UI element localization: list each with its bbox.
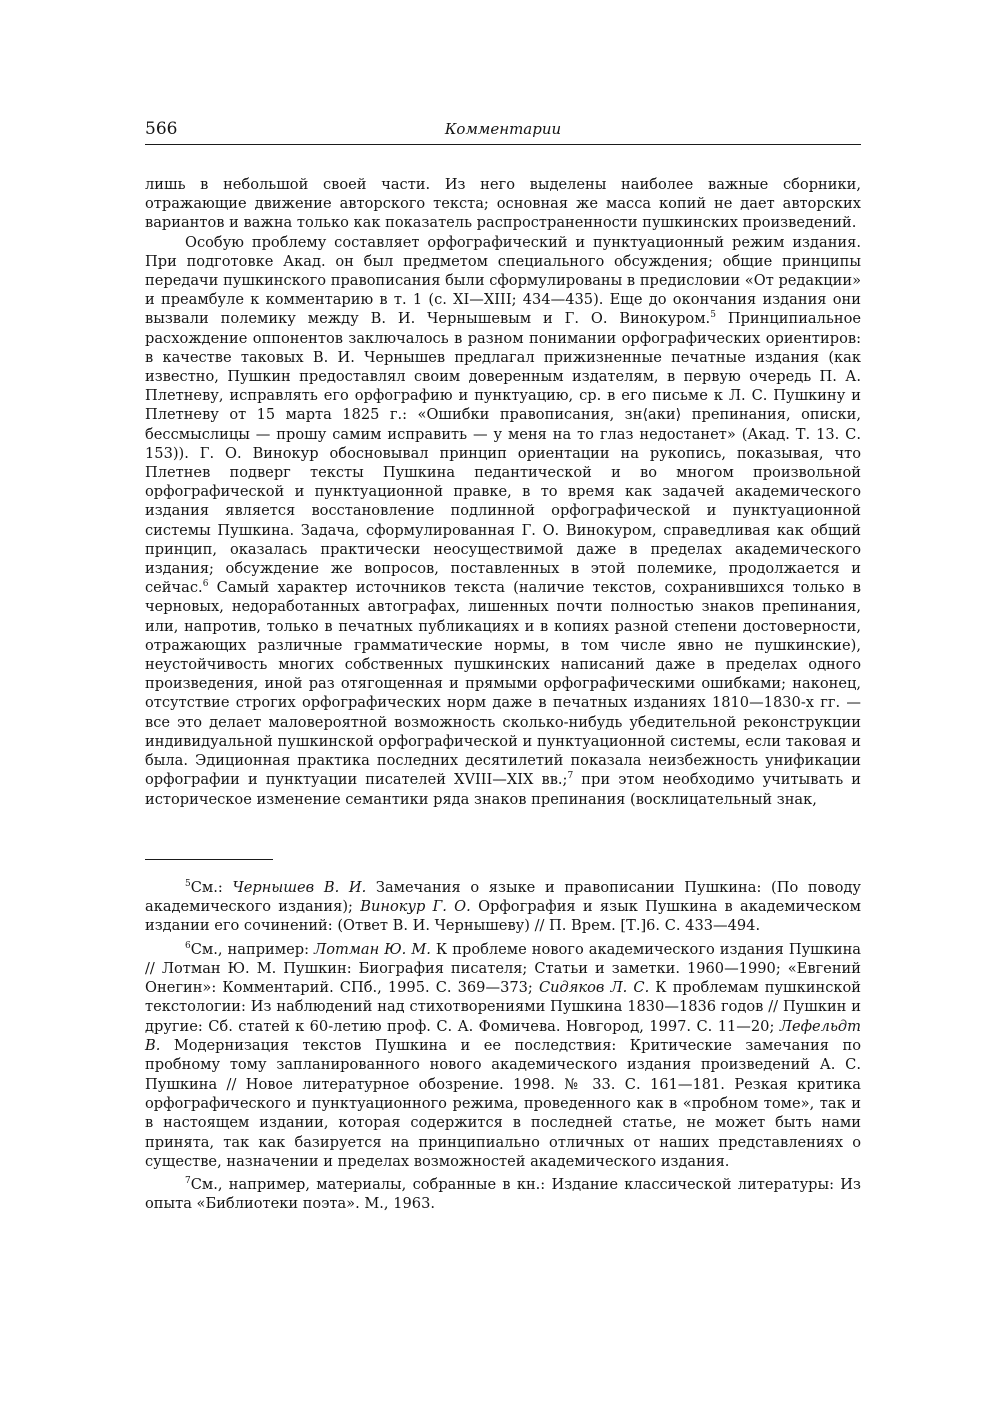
footnote-divider bbox=[145, 859, 273, 860]
page-number: 566 bbox=[145, 119, 178, 139]
footnote-author: Лефельдт В. bbox=[145, 1017, 861, 1055]
footnote-text: К проблемам пушкинской текстологии: Из наблюдений над стихотворениями Пушкина 1830—1836 годов // Пушкин и другие: Сб. статей к 60-летию проф. С. А. Фомичева. Новгород, 1997. С. 11—20; bbox=[145, 979, 861, 1035]
footnote-author: Чернышев В. И. bbox=[232, 878, 367, 896]
footnote-ref-5[interactable]: 5 bbox=[710, 310, 716, 321]
footnote-ref-6[interactable]: 6 bbox=[202, 579, 209, 590]
footnote-text: Замечания о языке и правописании Пушкина: (По поводу академического издания); bbox=[145, 878, 861, 915]
footnote-6 bbox=[145, 940, 861, 1172]
paragraph-text-part: Самый характер источников текста (наличие текстов, сохранившихся только в черновых, недоработанных автографах, лишенных почти полностью знаков препинания, или, напротив, только в печатных публикациях и в копиях разной степени достоверности, отражающих различные грамматические нормы, в том числе явно не пушкинские), неустойчивость многих собственных пушкинских написаний даже в пределах одного произведения, иной раз отягощенная и прямыми орфографическими ошибками; наконец, отсутствие строгих орфографических норм даже в печатных изданиях 1810—1830-х гг. — все это делает маловероятной возможность сколько-нибудь убедительной реконструкции индивидуальной пушкинской орфографической и пунктуационной системы, если таковая и была. Эдиционная практика последних десятилетий показала неизбежность унификации орфографии и пунктуации писателей XVIII—XIX вв.; bbox=[145, 579, 861, 789]
paragraph-text-part: Принципиальное расхождение оппонентов заключалось в разном понимании орфографических ориентиров: в качестве таковых В. И. Чернышев предлагал прижизненные печатные издания (как известно, Пушкин предоставлял своим доверенным издателям, в первую очередь П. А. Плетневу, исправлять его орфографию и пунктуацию, ср. в его письме к Л. С. Пушкину и Плетневу от 15 марта 1825 г.: «Ошибки правописания, зн⟨аки⟩ препинания, описки, бессмыслицы — прошу самим исправить — у меня на то глаз недостанет» (Акад. Т. 13. С. 153)). Г. О. Винокур обосновывал принцип ориентации на рукопись, показывая, что Плетнев подверг тексты Пушкина педантической и во многом произвольной орфографической и пунктуационной правке, в то время как задачей академического издания является восстановление подлинной орфографической и пунктуационной системы Пушкина. Задача, сформулированная Г. О. Винокуром, справедливая как общий принцип, оказалась практически неосуществимой даже в пределах академического издания; обсуждение же вопросов, поставленных в этой полемике, продолжается и сейчас. bbox=[145, 310, 861, 597]
footnote-prefix: См.: bbox=[190, 878, 233, 896]
paragraph-continued: лишь в небольшой своей части. Из него выделены наиболее важные сборники, отражающие движение авторского текста; основная же масса копий не дает авторских вариантов и важна только как показатель распространенности пушкинских произведений. bbox=[145, 176, 861, 232]
main-text bbox=[145, 175, 861, 809]
footnote-text: К проблеме нового академического издания Пушкина // Лотман Ю. М. Пушкин: Биография писателя; Статьи и заметки. 1960—1990; «Евгений Онегин»: Комментарий. СПб., 1995. С. 369—373; bbox=[145, 940, 861, 997]
paragraph-orthography bbox=[145, 233, 861, 809]
footnote-marker: 6 bbox=[185, 940, 191, 951]
paragraph-text-part: Особую проблему составляет орфографический и пунктуационный режим издания. При подготовке Акад. он был предметом специального обсуждения; общие принципы передачи пушкинского правописания были сформулированы в предисловии «От редакции» и преамбуле к комментарию в т. 1 (с. XI—XIII; 434—435). Еще до окончания издания они вызвали полемику между В. И. Чернышевым и Г. О. Винокуром. bbox=[145, 233, 861, 328]
footnote-marker: 5 bbox=[185, 878, 191, 889]
paragraph-text-part: при этом необходимо учитывать и историческое изменение семантики ряда знаков препинания (восклицательный знак, bbox=[145, 771, 861, 808]
footnote-ref-7[interactable]: 7 bbox=[567, 771, 574, 782]
footnote-text: Модернизация текстов Пушкина и ее последствия: Критические замечания по пробному тому запланированного нового академического издания произведений А. С. Пушкина // Новое литературное обозрение. 1998. № 33. С. 161—181. Резкая критика орфографического и пунктуационного режима, проведенного как в «пробном томе», так и в настоящем издании, которая содержится в последней статье, не может быть нами принята, так как базируется на принципиально отличных от наших представлениях о существе, назначении и пределах возможностей академического издания. bbox=[145, 1037, 861, 1170]
footnote-marker: 7 bbox=[185, 1176, 191, 1187]
book-page bbox=[145, 118, 861, 1218]
footnote-author: Сидяков Л. С. bbox=[538, 979, 650, 997]
page-header bbox=[145, 118, 861, 145]
footnote-author: Винокур Г. О. bbox=[360, 898, 471, 915]
footnote-7 bbox=[145, 1175, 861, 1214]
running-title: Комментарии bbox=[444, 120, 562, 138]
footnote-author: Лотман Ю. М. bbox=[314, 940, 431, 958]
footnote-text: См., например, материалы, собранные в кн.: Издание классической литературы: Из опыта «Библиотеки поэта». М., 1963. bbox=[145, 1176, 861, 1213]
footnote-text: Орфография и язык Пушкина в академическом издании его сочинений: (Ответ В. И. Чернышеву) // П. Врем. [Т.]6. С. 433—494. bbox=[145, 898, 861, 935]
footnote-5 bbox=[145, 878, 861, 936]
footnote-prefix: См., например: bbox=[190, 940, 315, 958]
footnotes bbox=[145, 878, 861, 1214]
